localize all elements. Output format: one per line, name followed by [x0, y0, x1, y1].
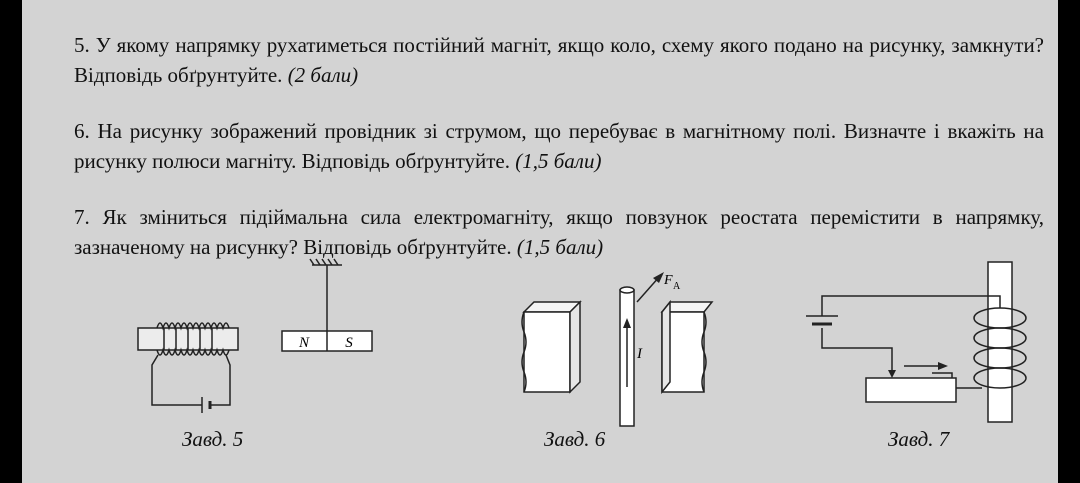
figure-5-diagram	[122, 255, 362, 425]
worksheet-page	[22, 0, 1058, 483]
task-7-text: 7. Як зміниться підіймальна сила електромагніту, якщо повзунок реостата перемістити в напрямку, зазначеному на рисунку? Відповідь обґрунтуйте.	[74, 205, 1044, 259]
task-6-text: 6. На рисунку зображений провідник зі струмом, що перебуває в магнітному полі. Визначте і вкажіть на рисунку полюси магніту. Відповідь обґрунтуйте.	[74, 119, 1044, 173]
task-5	[74, 30, 1044, 90]
task-6	[74, 116, 1044, 176]
task-6-points: (1,5 бали)	[515, 149, 602, 173]
magnet-south-label: S	[345, 335, 353, 351]
task-5-points: (2 бали)	[287, 63, 359, 87]
force-label-subscript: A	[673, 281, 681, 292]
figure-7-diagram	[792, 258, 1042, 428]
magnet-north-label: N	[298, 335, 310, 351]
task-7-points: (1,5 бали)	[516, 235, 604, 259]
force-label: F	[664, 273, 673, 288]
figure-7-caption: Завд. 7	[888, 427, 950, 451]
task-7	[74, 202, 1044, 262]
figure-6-caption: Завд. 6	[544, 427, 606, 451]
current-label: I	[637, 346, 642, 362]
task-5-text: 5. У якому напрямку рухатиметься постійний магніт, якщо коло, схему якого подано на рисунку, замкнути? Відповідь обґрунтуйте.	[74, 33, 1044, 87]
figure-5-caption: Завд. 5	[182, 427, 244, 451]
figure-6-diagram	[512, 262, 712, 432]
